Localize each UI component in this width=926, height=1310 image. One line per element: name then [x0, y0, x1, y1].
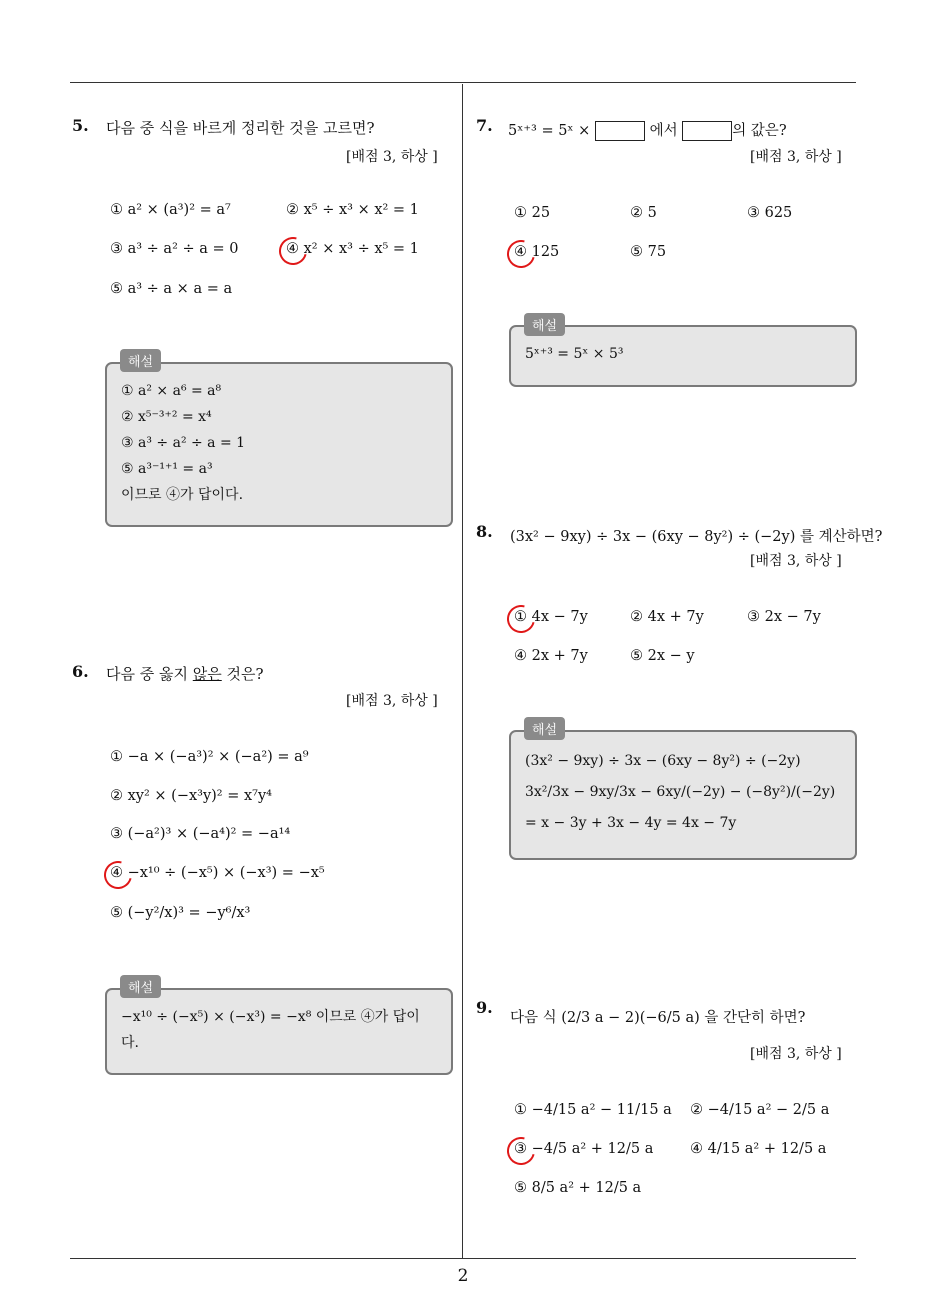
q6-choice-4[interactable]: ④ −x¹⁰ ÷ (−x⁵) × (−x³) = −x⁵: [110, 865, 325, 881]
q7-explanation-tag: 해설: [524, 313, 565, 336]
q7-text-end: 의 값은?: [732, 123, 787, 139]
q9-choice-2[interactable]: ② −4/15 a² − 2/5 a: [690, 1102, 830, 1118]
q9-number: 9.: [476, 998, 493, 1017]
q7-choice-1[interactable]: ① 25: [514, 205, 551, 221]
column-divider: [462, 84, 463, 1259]
q5-choice-5[interactable]: ⑤ a³ ÷ a × a = a: [110, 281, 233, 297]
q8-exp-line: = x − 3y + 3x − 4y = 4x − 7y: [525, 815, 737, 831]
q9-meta: [배점 3, 하상 ]: [750, 1046, 842, 1062]
q9-answer-mark-icon: [502, 1132, 540, 1170]
q5-exp-line: ③ a³ ÷ a² ÷ a = 1: [121, 435, 246, 451]
q8-choice-1[interactable]: ① 4x − 7y: [514, 609, 588, 625]
q6-text-post: 것은?: [221, 665, 264, 683]
q6-text-pre: 다음 중 옳지: [106, 665, 193, 683]
q5-exp-line: ① a² × a⁶ = a⁸: [121, 383, 222, 399]
q5-exp-line: ② x⁵⁻³⁺² = x⁴: [121, 409, 212, 425]
q5-number: 5.: [72, 116, 89, 135]
q9-choice-4[interactable]: ④ 4/15 a² + 12/5 a: [690, 1141, 827, 1157]
q5-explanation-box: [105, 362, 453, 527]
q7-blank-box: [682, 121, 732, 141]
q5-meta: [배점 3, 하상 ]: [346, 149, 438, 165]
q7-number: 7.: [476, 116, 493, 135]
q7-meta: [배점 3, 하상 ]: [750, 149, 842, 165]
top-rule: [70, 82, 856, 83]
q8-answer-mark-icon: [502, 600, 540, 638]
q7-choice-2[interactable]: ② 5: [630, 205, 657, 221]
q8-choice-4[interactable]: ④ 2x + 7y: [514, 648, 588, 664]
q9-choice-5[interactable]: ⑤ 8/5 a² + 12/5 a: [514, 1180, 642, 1196]
q9-choice-1[interactable]: ① −4/15 a² − 11/15 a: [514, 1102, 672, 1118]
q5-answer-mark-icon: [274, 232, 312, 270]
q8-exp-line: 3x²/3x − 9xy/3x − 6xy/(−2y) − (−8y²)/(−2y): [525, 784, 836, 800]
page-number: 2: [457, 1266, 469, 1286]
q8-choice-5[interactable]: ⑤ 2x − y: [630, 648, 695, 664]
q6-choice-2[interactable]: ② xy² × (−x³y)² = x⁷y⁴: [110, 788, 272, 804]
q8-exp-line: (3x² − 9xy) ÷ 3x − (6xy − 8y²) ÷ (−2y): [525, 753, 801, 769]
q9-text-post: 을 간단히 하면?: [704, 1010, 806, 1026]
q9-text-pre: 다음 식: [510, 1010, 557, 1026]
q7-text-expr: 5ˣ⁺³ = 5ˣ ×: [508, 123, 591, 139]
q9-choice-3[interactable]: ③ −4/5 a² + 12/5 a: [514, 1141, 654, 1157]
q9-expression: (2/3 a − 2)(−6/5 a): [561, 1010, 700, 1026]
q8-explanation-tag: 해설: [524, 717, 565, 740]
q7-text: [508, 119, 787, 141]
q6-explanation-box: [105, 988, 453, 1075]
q5-choice-1[interactable]: ① a² × (a³)² = a⁷: [110, 202, 231, 218]
q5-choice-3[interactable]: ③ a³ ÷ a² ÷ a = 0: [110, 241, 239, 257]
q6-choice-5[interactable]: ⑤ (−y²/x)³ = −y⁶/x³: [110, 905, 251, 921]
q6-exp-line: −x¹⁰ ÷ (−x⁵) × (−x³) = −x⁸ 이므로 ④가 답이: [121, 1009, 420, 1025]
q6-text: [106, 663, 264, 684]
q5-choice-4[interactable]: ④ x² × x³ ÷ x⁵ = 1: [286, 241, 419, 257]
q6-choice-1[interactable]: ① −a × (−a³)² × (−a²) = a⁹: [110, 749, 309, 765]
q8-choice-3[interactable]: ③ 2x − 7y: [747, 609, 821, 625]
q5-explanation-tag: 해설: [120, 349, 161, 372]
q8-number: 8.: [476, 522, 493, 541]
q5-exp-line: 이므로 ④가 답이다.: [121, 487, 244, 503]
q7-choice-4[interactable]: ④ 125: [514, 244, 560, 260]
q8-explanation-box: [509, 730, 857, 860]
q5-text: 다음 중 식을 바르게 정리한 것을 고르면?: [106, 119, 375, 137]
q5-choice-2[interactable]: ② x⁵ ÷ x³ × x² = 1: [286, 202, 419, 218]
bottom-rule: [70, 1258, 856, 1259]
q8-choice-2[interactable]: ② 4x + 7y: [630, 609, 704, 625]
q8-meta: [배점 3, 하상 ]: [750, 553, 842, 569]
q5-exp-line: ⑤ a³⁻¹⁺¹ = a³: [121, 461, 213, 477]
q6-meta: [배점 3, 하상 ]: [346, 693, 438, 709]
q7-choice-5[interactable]: ⑤ 75: [630, 244, 667, 260]
q7-text-mid: 에서: [649, 123, 678, 139]
q6-exp-line: 다.: [121, 1035, 139, 1051]
q7-exp-line: 5ˣ⁺³ = 5ˣ × 5³: [525, 346, 624, 362]
q8-text: (3x² − 9xy) ÷ 3x − (6xy − 8y²) ÷ (−2y) 를 계산하면?: [510, 529, 883, 545]
q6-number: 6.: [72, 662, 89, 681]
q7-answer-mark-icon: [502, 235, 540, 273]
q7-blank-box: [595, 121, 645, 141]
q6-answer-mark-icon: [99, 856, 137, 894]
q6-choice-3[interactable]: ③ (−a²)³ × (−a⁴)² = −a¹⁴: [110, 826, 291, 842]
q6-text-underlined: 않은: [192, 665, 222, 683]
q9-text: [510, 1006, 805, 1027]
q7-choice-3[interactable]: ③ 625: [747, 205, 793, 221]
q6-explanation-tag: 해설: [120, 975, 161, 998]
